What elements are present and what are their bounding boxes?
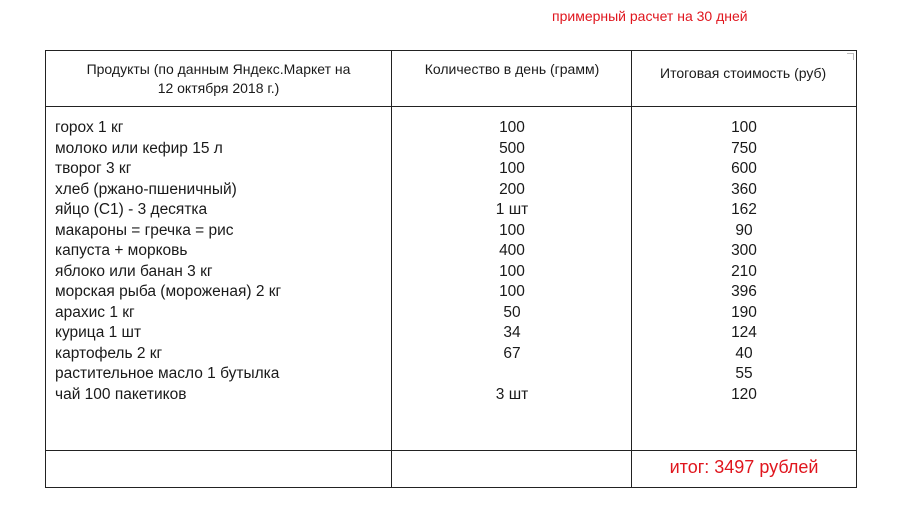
cost-table	[45, 50, 857, 488]
quantity-cell: 34	[503, 324, 521, 341]
quantity-cell: 400	[499, 242, 525, 259]
quantity-cell: 100	[499, 262, 525, 280]
header-product	[46, 60, 391, 98]
quantity-cell: 100	[499, 119, 525, 136]
cost-cell: 190	[731, 303, 757, 321]
header-product-line2: 12 октября 2018 г.)	[157, 80, 280, 96]
product-cell: хлеб (ржано-пшеничный)	[55, 180, 237, 198]
quantity-cell: 500	[499, 139, 525, 157]
header-cost: Итоговая стоимость (руб)	[660, 65, 827, 81]
product-column	[55, 118, 390, 405]
quantity-cell	[392, 364, 632, 385]
quantity-cell: 100	[499, 283, 525, 300]
product-cell: яблоко или банан 3 кг	[55, 262, 213, 280]
quantity-cell: 1 шт	[495, 201, 529, 218]
product-cell: творог 3 кг	[55, 160, 132, 177]
quantity-column	[392, 118, 632, 405]
product-cell: молоко или кефир 15 л	[55, 139, 223, 157]
cost-cell: 55	[735, 365, 753, 382]
cost-column	[632, 118, 856, 405]
header-divider	[46, 106, 856, 107]
product-cell: горох 1 кг	[55, 119, 124, 136]
cost-cell: 600	[731, 160, 757, 177]
quantity-cell: 50	[503, 303, 521, 321]
header-quantity: Количество в день (грамм)	[424, 61, 600, 77]
product-cell: картофель 2 кг	[55, 344, 163, 362]
quantity-cell: 3 шт	[495, 385, 529, 403]
quantity-cell: 100	[499, 221, 525, 239]
cell-corner-mark	[847, 53, 854, 60]
header-product-line1: Продукты (по данным Яндекс.Маркет на	[86, 61, 351, 77]
quantity-cell: 100	[499, 160, 525, 177]
cost-cell: 360	[731, 180, 757, 198]
period-note: примерный расчет на 30 дней	[552, 8, 748, 24]
cost-cell: 124	[731, 324, 757, 341]
product-cell: чай 100 пакетиков	[55, 385, 187, 403]
quantity-cell: 200	[499, 180, 525, 198]
cost-cell: 90	[735, 221, 753, 239]
product-cell: морская рыба (мороженая) 2 кг	[55, 283, 282, 300]
product-cell: макароны = гречка = рис	[55, 221, 234, 239]
product-cell: яйцо (С1) - 3 десятка	[55, 201, 208, 218]
product-cell: курица 1 шт	[55, 324, 142, 341]
cost-cell: 100	[731, 119, 757, 136]
product-cell: капуста + морковь	[55, 242, 188, 259]
product-cell: арахис 1 кг	[55, 303, 135, 321]
footer-divider	[46, 450, 856, 451]
cost-cell: 396	[731, 283, 757, 300]
cost-cell: 750	[731, 139, 757, 157]
cost-cell: 40	[735, 344, 753, 362]
cost-cell: 300	[731, 242, 757, 259]
cost-cell: 120	[731, 385, 757, 403]
cost-cell: 210	[731, 262, 757, 280]
product-cell: растительное масло 1 бутылка	[55, 365, 280, 382]
cost-cell: 162	[731, 201, 757, 218]
total-cost: итог: 3497 рублей	[669, 457, 819, 477]
quantity-cell: 67	[503, 344, 521, 362]
